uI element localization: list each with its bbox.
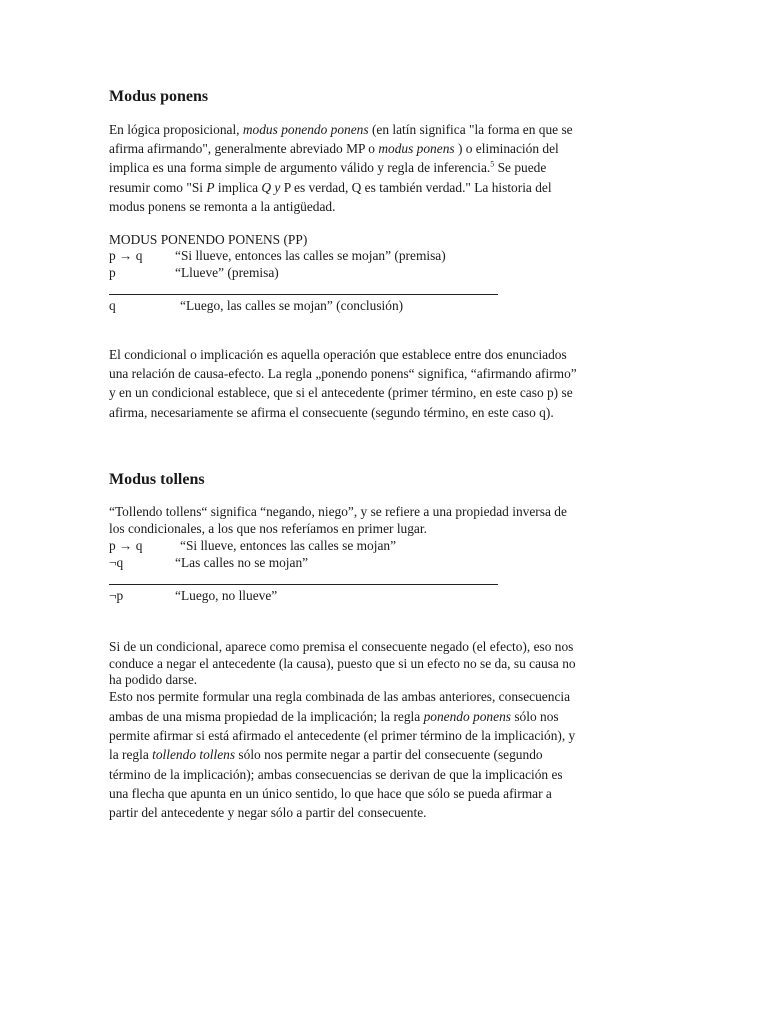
schema-text: “Llueve” (premisa) <box>175 265 279 280</box>
schema-symbol: ¬q <box>109 555 124 570</box>
paragraph-line: la regla tollendo tollens sólo nos permite negar a partir del consecuente (segundo <box>109 747 543 762</box>
heading-modus-ponens: Modus ponens <box>109 88 209 105</box>
schema-symbol: p → q <box>109 248 143 263</box>
schema-text: “Las calles no se mojan” <box>175 555 309 570</box>
schema-conclusion-text: “Luego, las calles se mojan” (conclusión) <box>180 298 404 313</box>
schema-symbol: ¬p <box>109 588 124 603</box>
tollens-intro-line: “Tollendo tollens“ significa “negando, niego”, y se refiere a una propiedad inversa de <box>109 504 567 519</box>
paragraph-line: ambas de una misma propiedad de la implicación; la regla ponendo ponens sólo nos <box>109 709 559 724</box>
paragraph-line: conduce a negar el antecedente (la causa), puesto que si un efecto no se da, su causa no <box>109 656 576 671</box>
heading-modus-tollens: Modus tollens <box>109 471 205 488</box>
paragraph-line: ha podido darse. <box>109 672 198 687</box>
paragraph-line: Si de un condicional, aparece como premisa el consecuente negado (el efecto), eso nos <box>109 639 574 654</box>
intro-line-5: modus ponens se remonta a la antigüedad. <box>109 199 336 214</box>
paragraph-line: término de la implicación); ambas consecuencias se derivan de que la implicación es <box>109 767 563 782</box>
schema-conclusion-text: “Luego, no llueve” <box>175 588 278 603</box>
conclusion-divider <box>109 584 498 585</box>
footnote-ref: 5 <box>490 159 495 169</box>
schema-text: “Si llueve, entonces las calles se mojan” (premisa) <box>175 248 446 263</box>
intro-line-3: implica es una forma simple de argumento válido y regla de inferencia.$^5$ Se puede <box>109 159 547 175</box>
paragraph-line: Esto nos permite formular una regla combinada de las ambas anteriores, consecuencia <box>109 689 571 704</box>
conclusion-divider <box>109 294 498 295</box>
explanation-line: una relación de causa-efecto. La regla „ponendo ponens“ significa, “afirmando afirmo” <box>109 366 577 381</box>
schema-text: “Si llueve, entonces las calles se mojan” <box>180 538 397 553</box>
schema-symbol: p <box>109 265 116 280</box>
explanation-line: El condicional o implicación es aquella operación que establece entre dos enunciados <box>109 347 567 362</box>
schema-symbol: p → q <box>109 538 143 553</box>
paragraph-line: partir del antecedente y negar sólo a partir del consecuente. <box>109 805 427 820</box>
intro-line-2: afirma afirmando", generalmente abreviado MP o modus ponens ) o eliminación del <box>109 141 559 156</box>
explanation-line: afirma, necesariamente se afirma el consecuente (segundo término, en este caso q). <box>109 405 554 420</box>
tollens-intro-line: los condicionales, a los que nos referíamos en primer lugar. <box>109 521 427 536</box>
paragraph-line: una flecha que apunta en un único sentido, lo que hace que sólo se pueda afirmar a <box>109 786 552 801</box>
schema-symbol: q <box>109 298 116 313</box>
intro-line-1: En lógica proposicional, modus ponendo ponens (en latín significa "la forma en que se <box>109 122 573 137</box>
schema-title: MODUS PONENDO PONENS (PP) <box>109 232 308 247</box>
paragraph-line: permite afirmar si está afirmado el antecedente (el primer término de la implicación), y <box>109 728 576 743</box>
intro-line-4: resumir como "Si P implica Q y P es verdad, Q es también verdad." La historia del <box>109 180 552 195</box>
explanation-line: y en un condicional establece, que si el antecedente (primer término, en este caso p) se <box>109 385 573 400</box>
